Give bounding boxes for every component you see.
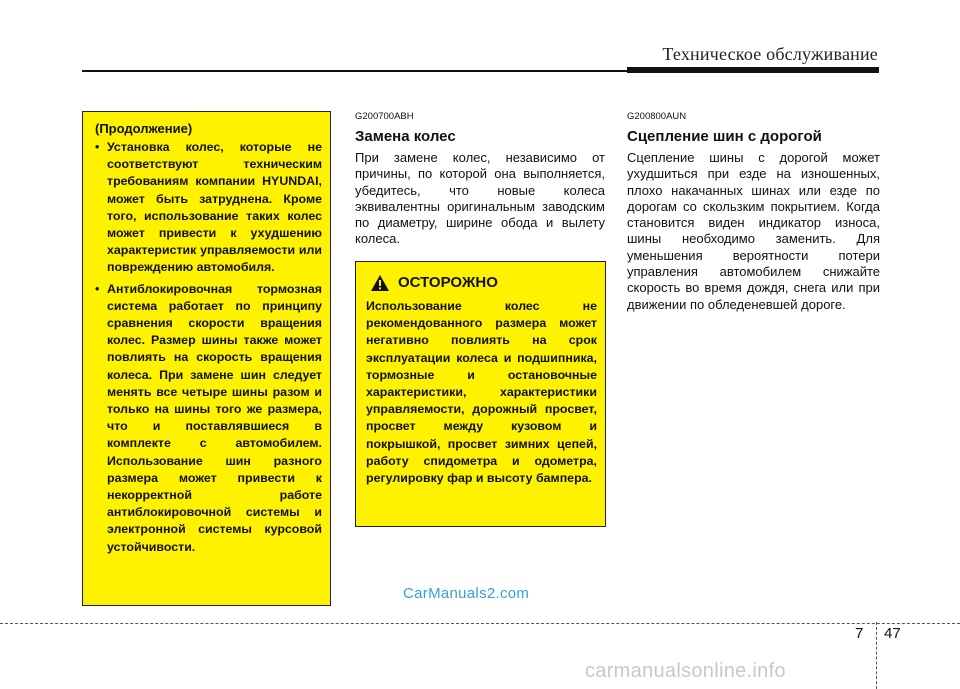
warning-header (366, 274, 597, 292)
bullet-icon: • (95, 281, 100, 296)
list-item (95, 281, 322, 556)
bullet-icon: • (95, 140, 100, 154)
warning-box (355, 261, 606, 527)
continuation-box (82, 111, 331, 606)
header-bar (627, 67, 879, 73)
section-title: Сцепление шин с дорогой (627, 128, 822, 145)
wheel-replacement-section (355, 111, 605, 248)
list-item (95, 139, 322, 277)
warning-triangle-icon (370, 274, 390, 292)
page-number: 47 (884, 625, 901, 642)
section-text: Сцепление шины с дорогой может ухудшиться при езде на изношенных, плохо накачанных шинах или езде по дорогам со скользким покрытием. Когда становится виден индикатор износа, шины необходимо заменить. Для уменьшения вероятности потери управления автомобилем снижайте скорость во время дождя, снега или при движении по обледеневшей дороге. (627, 150, 880, 312)
header-rule (82, 70, 627, 72)
section-header-title: Техническое обслуживание (662, 44, 878, 64)
footer-rule (0, 623, 960, 624)
continuation-title: (Продолжение) (95, 121, 193, 136)
site-watermark: carmanualsonline.info (585, 660, 786, 682)
footer-divider (876, 622, 877, 689)
traction-section (627, 111, 880, 313)
warning-text: Использование колес не рекомендованного размера может негативно повлиять на срок эксплуатации колеса и подшипника, тормозные и остановочные характеристики, характеристики управляемости, дорожный просвет, просвет между кузовом и покрышкой, просвет зимних цепей, работу спидометра и одометра, регулировку фар и высоту бампера. (366, 299, 597, 486)
list-item-text: Антиблокировочная тормозная система работает по принципу сравнения скорости вращения колес. Размер шины также может повлиять на скорость вращения колеса. При замене шин следует менять все четыре шины разом и только на шины того же размера, что и поставлявшиеся в комплекте с автомобилем. Использование шин разного размера может привести к некорректной работе антиблокировочной системы и электронной системы курсовой устойчивости. (107, 281, 322, 554)
warning-title: ОСТОРОЖНО (398, 274, 498, 291)
section-code: G200800AUN (627, 111, 687, 122)
carmanuals-watermark: CarManuals2.com (403, 585, 530, 602)
list-item-text: Установка колес, которые не соответствуют техническим требованиям компании HYUNDAI, может быть затруднена. Кроме того, использование таких колес может привести к ухудшению характеристик управляемости или повреждению автомобиля. (107, 140, 322, 275)
section-title: Замена колес (355, 128, 456, 145)
section-code: G200700ABH (355, 111, 414, 122)
continuation-list (95, 139, 322, 556)
chapter-number: 7 (855, 625, 864, 642)
section-text: При замене колес, независимо от причины, по которой она выполняется, убедитесь, что новые колеса эквивалентны оригинальным заводским по диаметру, ширине обода и вылету колеса. (355, 150, 605, 247)
